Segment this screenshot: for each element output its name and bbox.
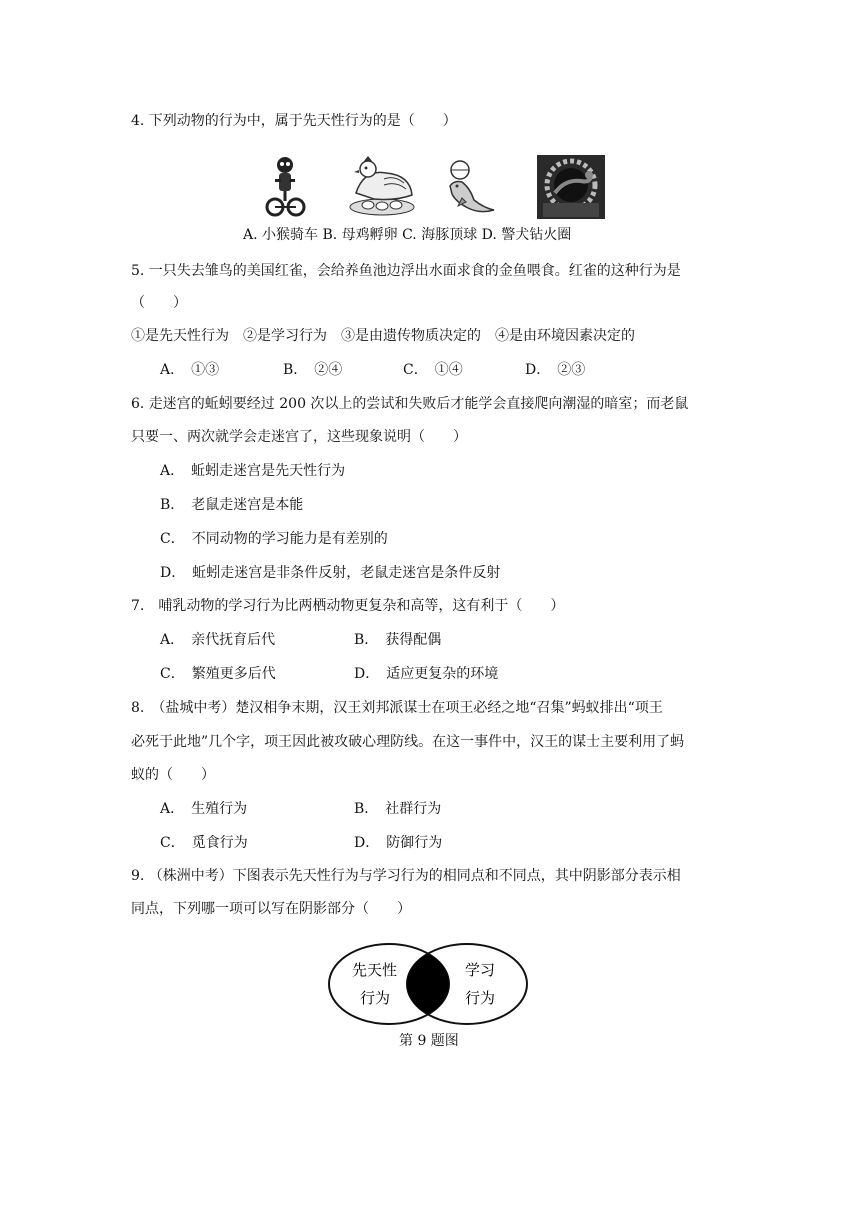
q5-option-a: A． ①③ [160,362,220,378]
venn-right-label-1: 学习 [465,961,496,979]
q6-option-a: A． 蚯蚓走迷宫是先天性行为 [160,463,346,479]
q7-stem: 7. 哺乳动物的学习行为比两栖动物更复杂和高等，这有利于（ ） [131,598,565,614]
q5-stem-line2: （ ） [131,295,187,311]
venn-right-label-2: 行为 [465,989,496,1007]
q8-option-a: A． 生殖行为 [160,801,248,817]
hen-hatching-eggs-icon [350,156,414,215]
q8-stem-line1: 8. （盐城中考）楚汉相争末期，汉王刘邦派谋士在项王必经之地“召集”蚂蚁排出“项王 [131,700,663,716]
venn-left-label-1: 先天性 [352,961,398,979]
q6-option-c: C． 不同动物的学习能力是有差别的 [160,531,388,547]
q6-stem-line2: 只要一、两次就学会走迷宫了，这些现象说明（ ） [131,429,467,445]
q9-stem-line1: 9. （株洲中考）下图表示先天性行为与学习行为的相同点和不同点，其中阴影部分表示相 [131,868,681,884]
q5-option-d: D． ②③ [525,362,586,378]
q9-figure-caption: 第 9 题图 [399,1033,459,1049]
q7-option-d: D． 适应更复杂的环境 [354,666,499,682]
q8-option-c: C． 觅食行为 [160,835,248,851]
q7-option-b: B． 获得配偶 [354,632,442,648]
q8-stem-line3: 蚁的（ ） [131,767,215,783]
q7-option-c: C． 繁殖更多后代 [160,666,276,682]
q4-image-caption: A. 小猴骑车 B. 母鸡孵卵 C. 海豚顶球 D. 警犬钻火圈 [243,227,572,243]
monkey-riding-bike-icon [267,157,304,215]
q8-option-d: D． 防御行为 [354,835,443,851]
q7-option-a: A． 亲代抚育后代 [160,632,276,648]
q9-stem-line2: 同点，下列哪一项可以写在阴影部分（ ） [131,901,411,917]
q5-option-c: C． ①④ [403,362,463,378]
q5-option-b: B． ②④ [283,362,343,378]
q4-image-a [263,155,307,217]
q4-image-b [344,155,420,217]
dog-jumping-fire-hoop-icon [537,155,605,219]
q6-option-d: D． 蚯蚓走迷宫是非条件反射，老鼠走迷宫是条件反射 [160,565,501,581]
q4-image-c [440,158,496,220]
q4-stem: 4. 下列动物的行为中，属于先天性行为的是（ ） [131,113,457,129]
q6-stem-line1: 6. 走迷宫的蚯蚓要经过 200 次以上的尝试和失败后才能学会直接爬向潮湿的暗室；而老鼠 [131,396,689,412]
q6-option-b: B． 老鼠走迷宫是本能 [160,497,304,513]
q4-image-d [537,155,605,219]
q5-statements: ①是先天性行为 ②是学习行为 ③是由遗传物质决定的 ④是由环境因素决定的 [131,328,635,344]
dolphin-balancing-ball-icon [450,161,494,212]
venn-left-label-2: 行为 [360,989,391,1007]
q8-stem-line2: 必死于此地”几个字，项王因此被攻破心理防线。在这一事件中，汉王的谋士主要利用了蚂 [131,734,685,750]
q9-venn-diagram [325,941,531,1031]
q5-stem-line1: 5. 一只失去雏鸟的美国红雀，会给养鱼池边浮出水面求食的金鱼喂食。红雀的这种行为是 [131,263,681,279]
q8-option-b: B． 社群行为 [354,801,442,817]
